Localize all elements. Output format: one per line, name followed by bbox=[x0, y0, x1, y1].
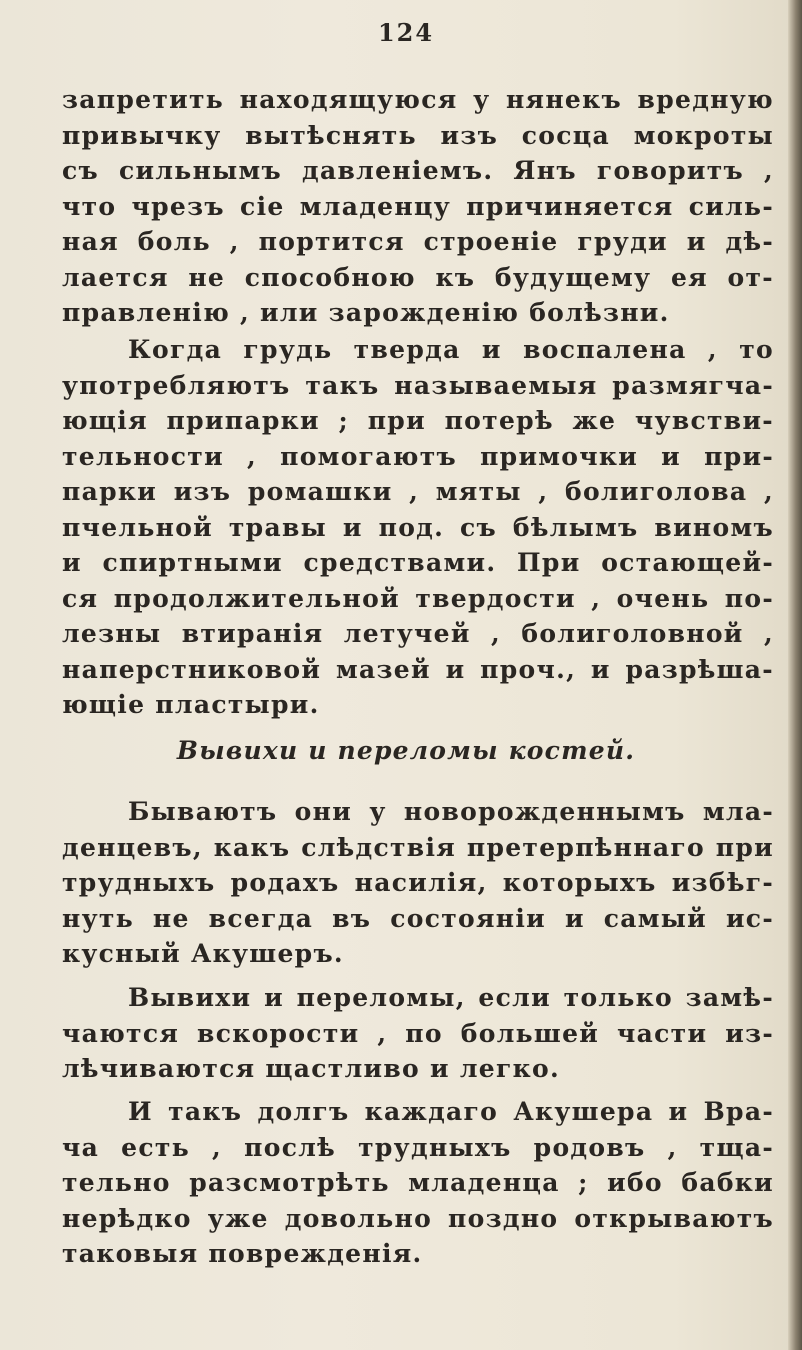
text-line: что чрезъ сіе младенцу причиняется силь- bbox=[62, 191, 774, 221]
paragraph-2 bbox=[62, 332, 774, 723]
text-line: ющіе пластыри. bbox=[62, 690, 320, 719]
text-line: тельности , помогаютъ примочки и при- bbox=[62, 441, 774, 471]
text-line: Бываютъ они у новорожденнымъ мла- bbox=[128, 797, 774, 826]
paragraph-1 bbox=[62, 82, 774, 331]
text-line: тельно разсмотрѣть младенца ; ибо бабки bbox=[62, 1168, 774, 1197]
text-line: ющія припарки ; при потерѣ же чувстви- bbox=[62, 406, 774, 435]
text-line: Вывихи и переломы, если только замѣ- bbox=[128, 983, 774, 1012]
text-line: ся продолжительной твердости , очень по- bbox=[62, 583, 774, 613]
text-line: чаются вскорости , по большей части из- bbox=[62, 1018, 774, 1048]
text-line: нерѣдко уже довольно поздно открываютъ bbox=[62, 1203, 774, 1233]
paragraph-5 bbox=[62, 1094, 774, 1272]
text-line: Когда грудь тверда и воспалена , то bbox=[128, 335, 774, 364]
text-line: трудныхъ родахъ насилія, которыхъ избѣг- bbox=[62, 868, 774, 897]
text-line: и спиртными средствами. При остающей- bbox=[62, 548, 774, 577]
text-line: правленію , или зарожденію болѣзни. bbox=[62, 298, 670, 327]
text-line: лѣчиваются щастливо и легко. bbox=[62, 1054, 560, 1083]
text-line: пчельной травы и под. съ бѣлымъ виномъ bbox=[62, 512, 774, 542]
text-line: парки изъ ромашки , мяты , болиголова , bbox=[62, 477, 774, 506]
text-line: лезны втиранія летучей , болиголовной , bbox=[62, 619, 774, 648]
text-line: ча есть , послѣ трудныхъ родовъ , тща- bbox=[62, 1132, 774, 1162]
text-line: съ сильнымъ давленіемъ. Янъ говоритъ , bbox=[62, 156, 774, 185]
text-line: лается не способною къ будущему ея от- bbox=[62, 262, 774, 292]
section-heading: Вывихи и переломы костей. bbox=[176, 736, 636, 765]
text-line: ная боль , портится строеніе груди и дѣ- bbox=[62, 227, 774, 256]
text-line: нуть не всегда въ состояніи и самый ис- bbox=[62, 903, 774, 933]
text-line: денцевъ, какъ слѣдствія претерпѣннаго при bbox=[62, 832, 774, 862]
text-line: привычку вытѣснять изъ сосца мокроты bbox=[62, 120, 774, 150]
text-line: таковыя поврежденія. bbox=[62, 1239, 423, 1268]
text-line: наперстниковой мазей и проч., и разрѣша- bbox=[62, 654, 774, 684]
paragraph-4 bbox=[62, 980, 774, 1087]
text-line: употребляютъ такъ называемыя размягча- bbox=[62, 370, 774, 400]
text-line: запретить находящуюся у нянекъ вредную bbox=[62, 85, 774, 114]
text-line: кусный Акушеръ. bbox=[62, 939, 344, 968]
text-line: И такъ долгъ каждаго Акушера и Вра- bbox=[128, 1097, 774, 1126]
page-edge-shadow bbox=[788, 0, 802, 1350]
page-number: 124 bbox=[377, 18, 435, 47]
paragraph-3 bbox=[62, 794, 774, 972]
